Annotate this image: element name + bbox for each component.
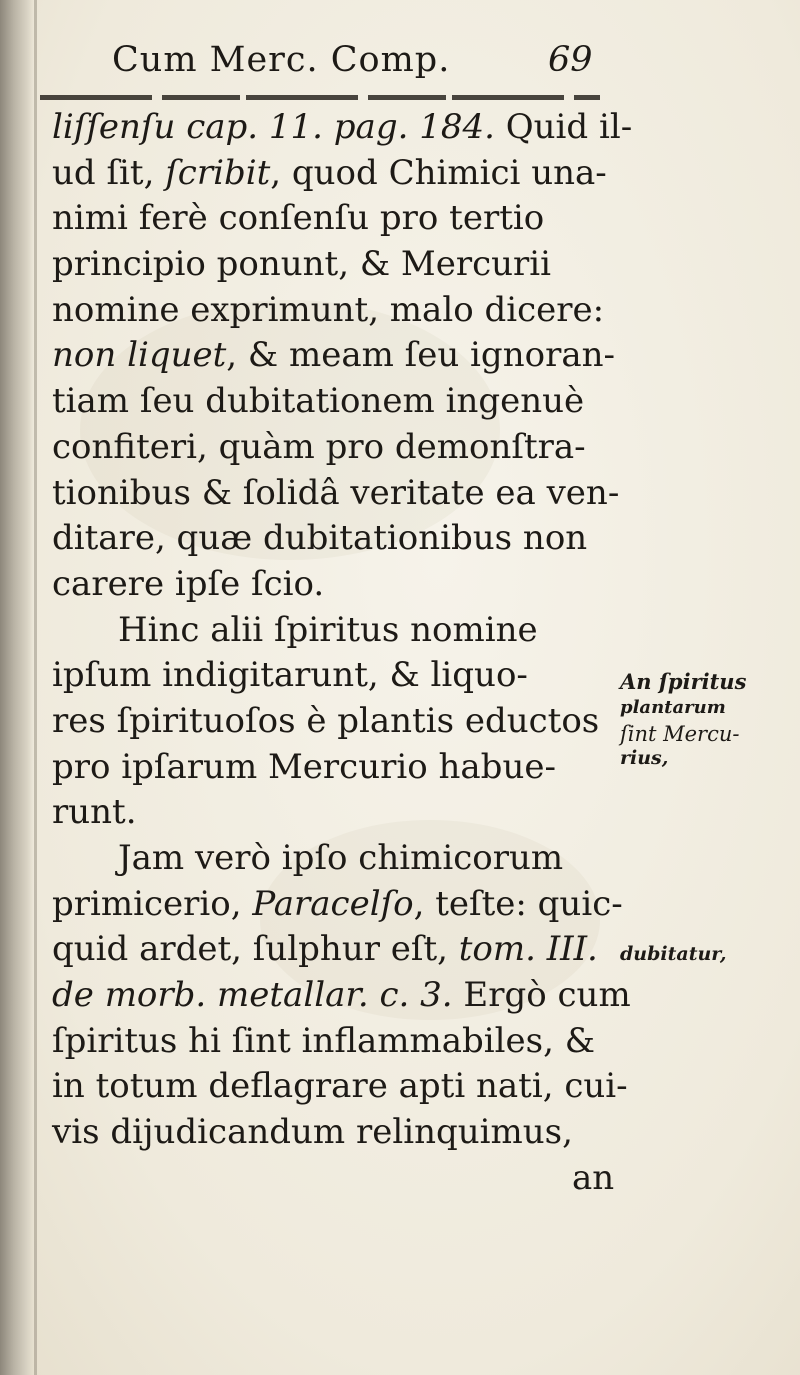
margin-note: An ſpiritus [620,669,747,694]
italic-span: liſſenſu cap. 11. pag. 184. [52,107,495,147]
text-line [52,882,652,928]
italic-span: tom. III. [458,929,598,970]
margin-note: rius, [620,747,669,769]
text-line: ditare, quæ dubitationibus non [52,518,588,559]
text-line: tionibus & ſolidâ veritate ea ven- [52,472,620,513]
roman-span: quid ardet, ſulphur eſt, [52,929,459,970]
text-line: vis dijudicandum relinquimus, [52,1112,573,1153]
text-line [52,927,652,973]
roman-span: Quid il- [494,107,633,147]
text-line: ſpiritus hi ſint inflammabiles, & [52,1020,596,1061]
roman-span: , quod Chimici una- [270,152,607,193]
text-line [52,333,652,379]
text-line: principio ponunt, & Mercurii [52,244,552,285]
roman-span: ud ſit, [52,152,166,193]
margin-note: plantarum [620,697,726,718]
text-line [52,973,652,1019]
catchword: an [572,1157,615,1198]
text-line: runt. [52,792,137,833]
roman-span: , teſte: quic- [413,883,623,924]
running-header [112,40,632,90]
margin-note: dubitatur, [620,943,727,965]
running-title: Cum Merc. Comp. [112,40,451,80]
text-line: carere ipſe ſcio. [52,563,325,604]
header-rule [40,95,600,100]
page-number: 69 [548,40,593,80]
text-line: in totum deflagrare apti nati, cui- [52,1066,628,1107]
italic-span: ſcribit [165,152,271,193]
text-line: Hinc alii ſpiritus nomine [118,609,538,650]
text-line: ipſum indigitarunt, & liquo- [52,655,528,696]
text-line: Jam verò ipſo chimicorum [118,838,564,878]
text-line: pro ipſarum Mercurio habue- [52,746,556,787]
text-line: res ſpirituoſos è plantis eductos [52,700,600,741]
gutter-edge [34,0,37,1375]
italic-span: Paracelſo [252,883,414,924]
text-line: tiam ſeu dubitationem ingenuè [52,381,585,422]
roman-span: Ergò cum [452,975,631,1016]
roman-span: , & meam ſeu ignoran- [226,335,615,376]
italic-span: de morb. metallar. c. 3. [52,975,453,1016]
body-text [52,105,652,1202]
margin-note: ſint Mercu- [620,722,740,746]
text-line [52,151,652,197]
roman-span: primicerio, [52,883,253,924]
text-line [52,105,652,151]
text-line: nimi ferè conſenſu pro tertio [52,198,545,239]
binding-gutter [0,0,34,1375]
text-line: confiteri, quàm pro demonſtra- [52,426,586,467]
italic-span: non liquet [52,335,227,376]
text-line: nomine exprimunt, malo dicere: [52,289,605,330]
